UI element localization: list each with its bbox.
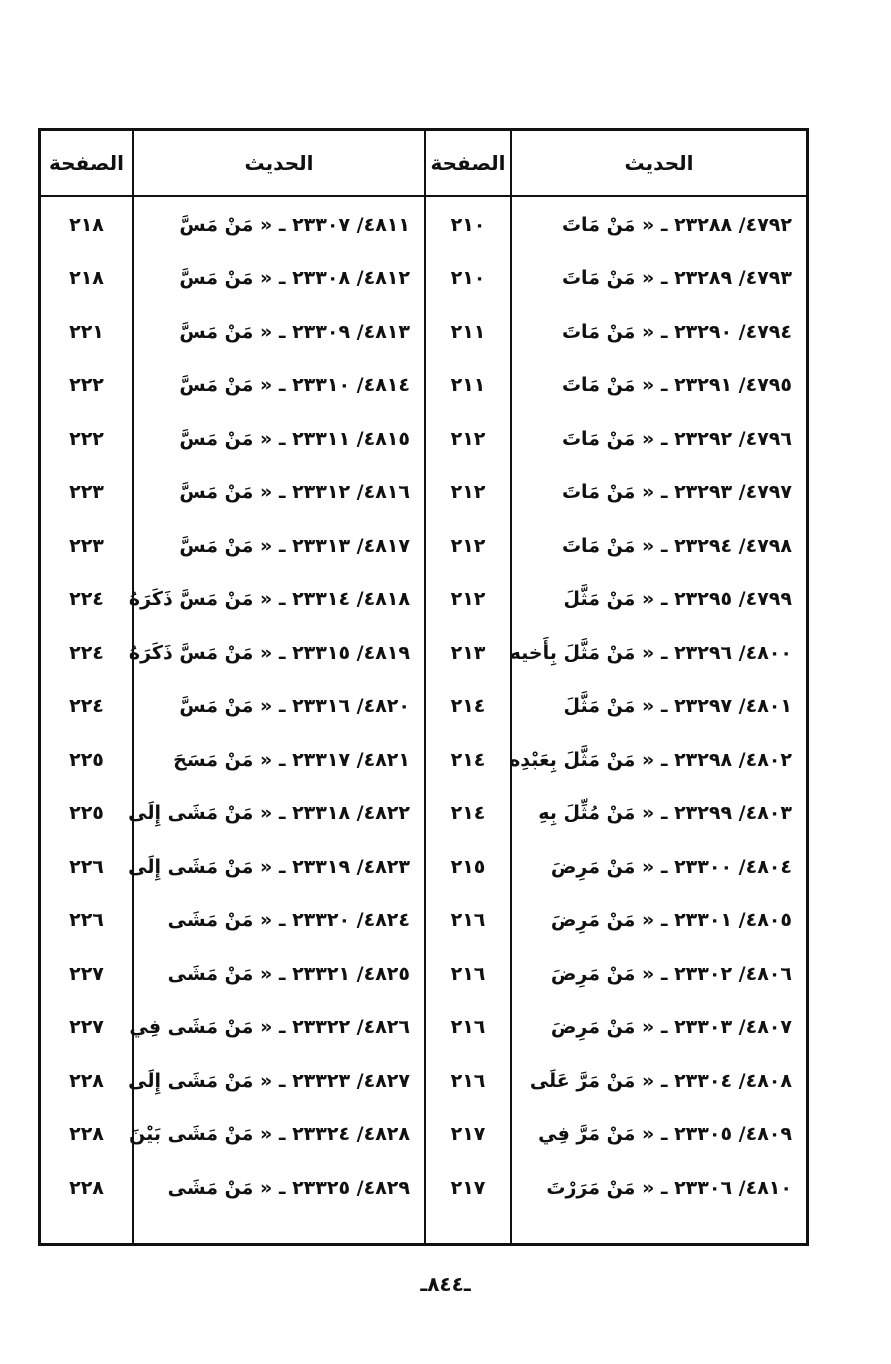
table-row <box>41 412 806 466</box>
page-number-right: ٢١٣ <box>450 641 486 664</box>
hadith-entry-right: ٤٨٠١/ ٢٣٢٩٧ ـ « مَنْ مَثَّلَ <box>563 695 792 718</box>
page-number-left: ٢٢٨ <box>69 1069 104 1092</box>
page-number-left: ٢٢٤ <box>69 588 104 611</box>
table-row <box>41 680 806 734</box>
page-number-right: ٢١٢ <box>450 534 486 557</box>
hadith-entry-right: ٤٨٠٦/ ٢٣٣٠٢ ـ « مَنْ مَرِضَ <box>550 962 792 985</box>
page-number-right: ٢١٧ <box>450 1176 486 1199</box>
hadith-entry-right: ٤٧٩٣/ ٢٣٢٨٩ ـ « مَنْ مَاتَ <box>561 267 792 290</box>
hadith-entry-left: ٤٨١٤/ ٢٣٣١٠ ـ « مَنْ مَسَّ <box>179 374 410 397</box>
page-number-right: ٢١٤ <box>450 695 486 718</box>
page-number-left: ٢٢٨ <box>69 1176 104 1199</box>
page-number-right: ٢١٥ <box>450 855 486 878</box>
table-row <box>41 198 806 252</box>
index-table <box>38 128 809 1246</box>
page-number-left: ٢٢٧ <box>69 962 104 985</box>
hadith-entry-left: ٤٨٢٤/ ٢٣٣٢٠ ـ « مَنْ مَشَى <box>167 909 410 932</box>
table-row <box>41 359 806 413</box>
table-row <box>41 519 806 573</box>
page-number-left: ٢٢٦ <box>69 855 104 878</box>
hadith-entry-right: ٤٨٠٤/ ٢٣٣٠٠ ـ « مَنْ مَرِضَ <box>550 855 792 878</box>
hadith-entry-left: ٤٨٢٢/ ٢٣٣١٨ ـ « مَنْ مَشَى إِلَى <box>128 802 410 825</box>
hadith-entry-right: ٤٨٠٢/ ٢٣٢٩٨ ـ « مَنْ مَثَّلَ بِعَبْدِه <box>509 748 792 771</box>
table-row <box>41 1001 806 1055</box>
hadith-entry-right: ٤٧٩٥/ ٢٣٢٩١ ـ « مَنْ مَاتَ <box>561 374 792 397</box>
hadith-entry-left: ٤٨١٧/ ٢٣٣١٣ ـ « مَنْ مَسَّ <box>179 534 410 557</box>
hadith-entry-left: ٤٨١٩/ ٢٣٣١٥ ـ « مَنْ مَسَّ ذَكَرَهُ <box>128 641 410 664</box>
table-row <box>41 305 806 359</box>
table-row <box>41 894 806 948</box>
hadith-entry-right: ٤٧٩٢/ ٢٣٢٨٨ ـ « مَنْ مَاتَ <box>561 213 792 236</box>
hadith-entry-left: ٤٨٢٠/ ٢٣٣١٦ ـ « مَنْ مَسَّ <box>179 695 410 718</box>
page-number-right: ٢١٦ <box>450 909 486 932</box>
hadith-entry-left: ٤٨١٢/ ٢٣٣٠٨ ـ « مَنْ مَسَّ <box>179 267 410 290</box>
hadith-entry-right: ٤٧٩٨/ ٢٣٢٩٤ ـ « مَنْ مَاتَ <box>561 534 792 557</box>
table-row <box>41 466 806 520</box>
page-number-right: ٢١١ <box>450 320 486 343</box>
page-number: ـ٨٤٤ـ <box>420 1272 471 1296</box>
hadith-entry-left: ٤٨١٥/ ٢٣٣١١ ـ « مَنْ مَسَّ <box>179 427 410 450</box>
page-number-left: ٢٢٨ <box>69 1123 104 1146</box>
hadith-entry-left: ٤٨٢٦/ ٢٣٣٢٢ ـ « مَنْ مَشَى فِي <box>129 1016 410 1039</box>
page-number-left: ٢٢٢ <box>69 374 104 397</box>
page-number-left: ٢١٨ <box>69 213 104 236</box>
hadith-entry-right: ٤٧٩٦/ ٢٣٢٩٢ ـ « مَنْ مَاتَ <box>561 427 792 450</box>
table-row <box>41 1161 806 1215</box>
hadith-entry-left: ٤٨٢٧/ ٢٣٣٢٣ ـ « مَنْ مَشَى إِلَى <box>128 1069 410 1092</box>
hadith-entry-right: ٤٧٩٤/ ٢٣٢٩٠ ـ « مَنْ مَاتَ <box>561 320 792 343</box>
page-number-right: ٢١٦ <box>450 1016 486 1039</box>
table-row <box>41 787 806 841</box>
table-row <box>41 1054 806 1108</box>
table-row <box>41 1108 806 1162</box>
table-row <box>41 947 806 1001</box>
page-number-left: ٢٢٧ <box>69 1016 104 1039</box>
hadith-entry-right: ٤٨٠٨/ ٢٣٣٠٤ ـ « مَنْ مَرَّ عَلَى <box>529 1069 792 1092</box>
page-number-right: ٢١٧ <box>450 1123 486 1146</box>
page-number-right: ٢١٦ <box>450 962 486 985</box>
page-number-left: ٢٢٤ <box>69 695 104 718</box>
hadith-entry-right: ٤٨٠٥/ ٢٣٣٠١ ـ « مَنْ مَرِضَ <box>550 909 792 932</box>
page-number-right: ٢١٠ <box>450 267 486 290</box>
page-number-right: ٢١٦ <box>450 1069 486 1092</box>
hadith-entry-right: ٤٨٠٣/ ٢٣٢٩٩ ـ « مَنْ مُثِّلَ بِهِ <box>538 802 792 825</box>
header-right-page: الصفحة <box>430 151 506 175</box>
table-row <box>41 573 806 627</box>
page-number-left: ٢٢٥ <box>69 748 104 771</box>
table-body <box>41 198 806 1215</box>
hadith-entry-right: ٤٧٩٩/ ٢٣٢٩٥ ـ « مَنْ مَثَّلَ <box>563 588 792 611</box>
hadith-entry-right: ٤٧٩٧/ ٢٣٢٩٣ ـ « مَنْ مَاتَ <box>561 481 792 504</box>
hadith-entry-left: ٤٨١٨/ ٢٣٣١٤ ـ « مَنْ مَسَّ ذَكَرَهُ <box>128 588 410 611</box>
page-number-left: ٢٢٣ <box>69 481 104 504</box>
hadith-entry-right: ٤٨٠٧/ ٢٣٣٠٣ ـ « مَنْ مَرِضَ <box>550 1016 792 1039</box>
table-row <box>41 626 806 680</box>
page-number-left: ٢٢٥ <box>69 802 104 825</box>
table-row <box>41 733 806 787</box>
hadith-entry-left: ٤٨٢١/ ٢٣٣١٧ ـ « مَنْ مَسَحَ <box>173 748 410 771</box>
page-number-left: ٢٢٤ <box>69 641 104 664</box>
hadith-entry-left: ٤٨١١/ ٢٣٣٠٧ ـ « مَنْ مَسَّ <box>179 213 410 236</box>
page-number-right: ٢١٠ <box>450 213 486 236</box>
table-row <box>41 840 806 894</box>
table-row <box>41 252 806 306</box>
header-left-hadith: الحديث <box>244 151 314 175</box>
hadith-entry-right: ٤٨١٠/ ٢٣٣٠٦ ـ « مَنْ مَرَرْتَ <box>546 1176 792 1199</box>
page-number-left: ٢٢٣ <box>69 534 104 557</box>
page-number-right: ٢١١ <box>450 374 486 397</box>
page-number-right: ٢١٢ <box>450 481 486 504</box>
header-left-page: الصفحة <box>49 151 125 175</box>
page-number-right: ٢١٢ <box>450 427 486 450</box>
hadith-entry-left: ٤٨١٦/ ٢٣٣١٢ ـ « مَنْ مَسَّ <box>179 481 410 504</box>
page-number-right: ٢١٤ <box>450 802 486 825</box>
hadith-entry-left: ٤٨١٣/ ٢٣٣٠٩ ـ « مَنْ مَسَّ <box>179 320 410 343</box>
hadith-entry-left: ٤٨٢٣/ ٢٣٣١٩ ـ « مَنْ مَشَى إِلَى <box>128 855 410 878</box>
page-number-left: ٢٢١ <box>69 320 104 343</box>
page-number-left: ٢٢٦ <box>69 909 104 932</box>
page-number-left: ٢٢٢ <box>69 427 104 450</box>
hadith-entry-left: ٤٨٢٩/ ٢٣٣٢٥ ـ « مَنْ مَشَى <box>167 1176 410 1199</box>
page-number-right: ٢١٤ <box>450 748 486 771</box>
page-number-left: ٢١٨ <box>69 267 104 290</box>
page-number-right: ٢١٢ <box>450 588 486 611</box>
hadith-entry-left: ٤٨٢٥/ ٢٣٣٢١ ـ « مَنْ مَشَى <box>167 962 410 985</box>
hadith-entry-right: ٤٨٠٩/ ٢٣٣٠٥ ـ « مَنْ مَرَّ فِي <box>538 1123 792 1146</box>
hadith-entry-left: ٤٨٢٨/ ٢٣٣٢٤ ـ « مَنْ مَشَى بَيْنَ <box>129 1123 410 1146</box>
header-right-hadith: الحديث <box>624 151 694 175</box>
hadith-entry-right: ٤٨٠٠/ ٢٣٢٩٦ ـ « مَنْ مَثَّلَ بِأَخيه <box>509 641 792 664</box>
